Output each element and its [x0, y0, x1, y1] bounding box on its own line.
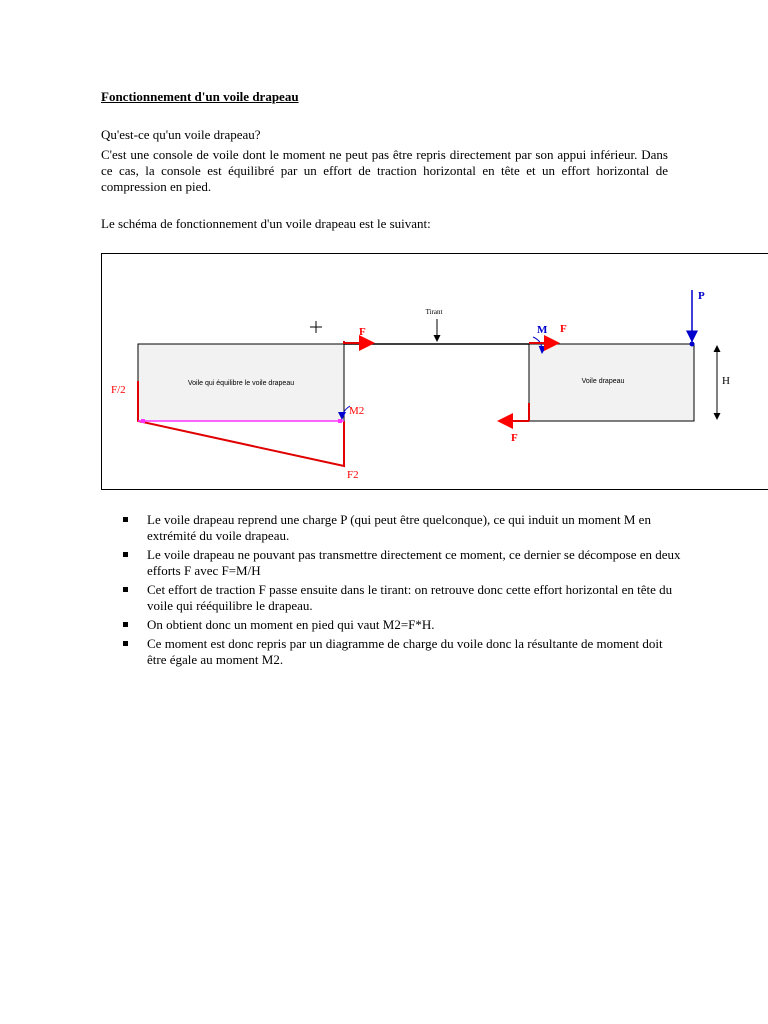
p-load-point — [690, 342, 695, 347]
f-bottom-label: F — [511, 432, 518, 444]
left-wall-label: Voile qui équilibre le voile drapeau — [187, 380, 295, 387]
f2-label: F2 — [347, 469, 359, 481]
f-top-left-label: F — [359, 326, 366, 338]
p-label: P — [698, 290, 705, 302]
list-item — [121, 617, 681, 633]
bullet-list — [121, 512, 681, 671]
list-item — [121, 547, 681, 579]
right-wall-label: Voile drapeau — [581, 378, 625, 385]
m-label: M — [537, 324, 548, 336]
f-top-right-label: F — [560, 323, 567, 335]
h-label: H — [722, 375, 730, 387]
tirant-label: Tirant — [425, 308, 443, 316]
base-point-left — [141, 419, 145, 423]
bullet-marker — [123, 641, 128, 646]
definition-paragraph: C'est une console de voile dont le moment ne peut pas être repris directement par son appui inférieur. Dans ce cas, la console est équilibré par un effort de traction horizontal en tête et un effort horizontal de compression en pied. — [101, 147, 668, 194]
bullet-marker — [123, 622, 128, 627]
question-heading: Qu'est-ce qu'un voile drapeau? — [101, 127, 261, 142]
bullet-marker — [123, 517, 128, 522]
bullet-marker — [123, 587, 128, 592]
f-half-label: F/2 — [111, 384, 126, 396]
list-item — [121, 636, 681, 668]
list-item-text: Le voile drapeau reprend une charge P (qui peut être quelconque), ce qui induit un moment M en extrémité du voile drapeau. — [147, 512, 651, 543]
list-item-text: Le voile drapeau ne pouvant pas transmettre directement ce moment, ce dernier se décompose en deux efforts F avec F=M/H — [147, 547, 681, 578]
list-item — [121, 512, 681, 544]
m2-label: M2 — [349, 405, 365, 417]
diagram-intro: Le schéma de fonctionnement d'un voile drapeau est le suivant: — [101, 216, 431, 231]
list-item-text: Cet effort de traction F passe ensuite dans le tirant: on retrouve donc cette effort horizontal en tête du voile qui rééquilibre le drapeau. — [147, 582, 673, 613]
base-point-right — [338, 419, 342, 423]
list-item-text: On obtient donc un moment en pied qui vaut M2=F*H. — [147, 617, 435, 632]
bullet-marker — [123, 552, 128, 557]
list-item — [121, 582, 681, 614]
voile-drapeau-diagram — [101, 253, 768, 490]
document-title: Fonctionnement d'un voile drapeau — [101, 89, 299, 104]
list-item-text: Ce moment est donc repris par un diagramme de charge du voile donc la résultante de moment doit être égale au moment M2. — [147, 636, 663, 667]
